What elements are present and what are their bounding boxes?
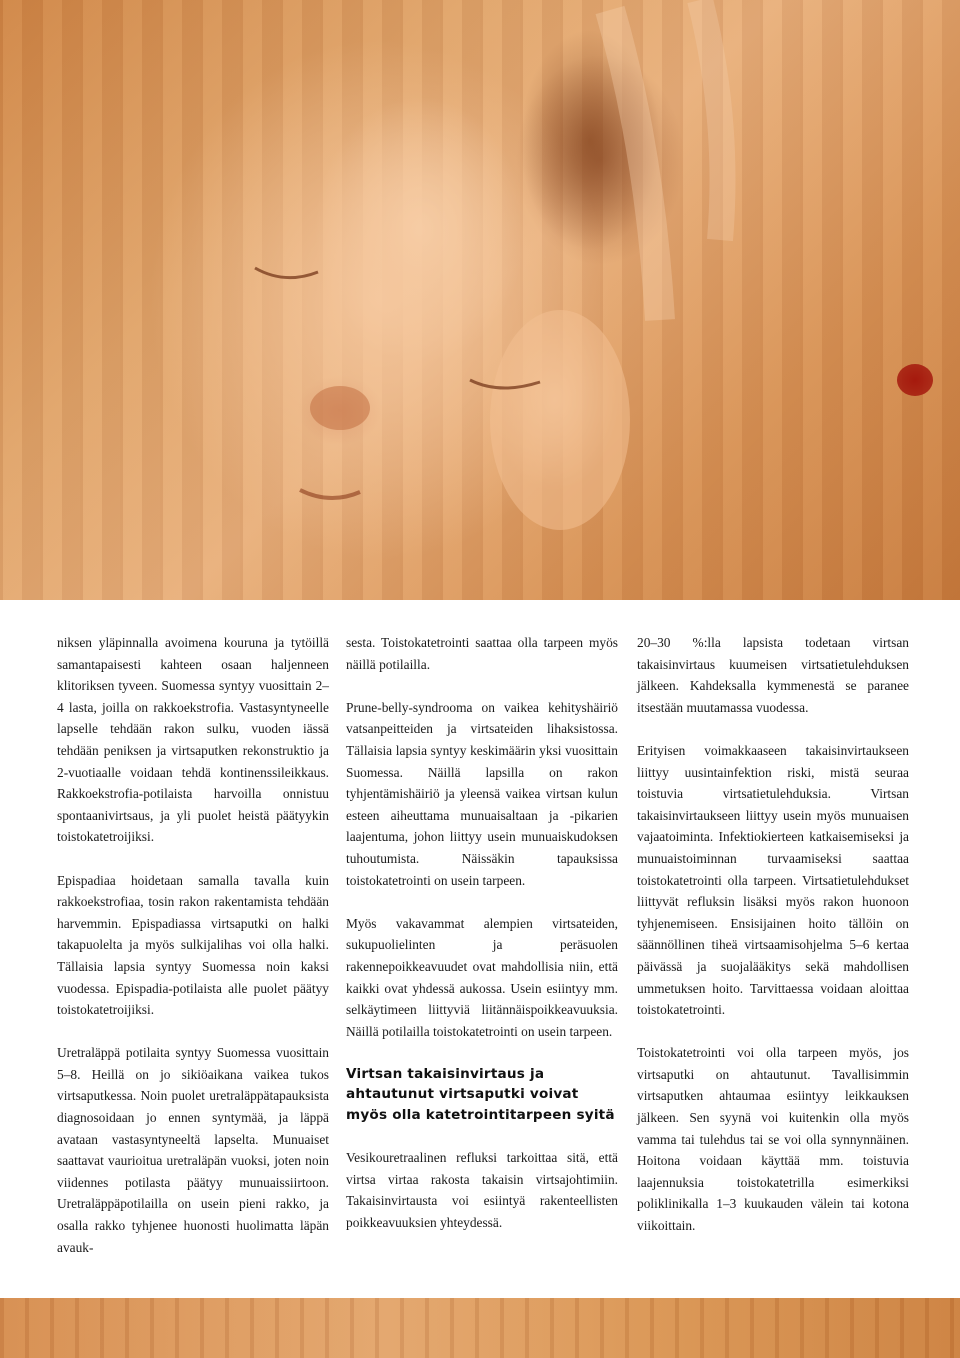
baby-face-illustration [0,0,960,600]
text-column-3 [637,632,909,1258]
section-heading: Virtsan takaisinvirtaus ja ahtautunut virtsaputki voivat myös olla katetrointitarpeen syitä [346,1065,615,1123]
paragraph: niksen yläpinnalla avoimena kouruna ja tytöillä samantapaisesti kahteen osaan haljenneen klitoriksen tyveen. Suomessa syntyy vuosittain 2–4 lasta, joilla on rakkoekstrofia. Vastasyntyneelle lapselle tehdään rakon sulku, vuoden iässä tehdään peniksen ja virtsaputken rekonstruktio ja 2-vuotiaalle voidaan tehdä kontinenssileikkaus. Rakkoekstrofia-potilaista harvoilla onnistuu spontaanivirtsaus, ja yli puolet heistä päätyykin toistokatetroijiksi. [57,635,329,845]
text-column-1 [57,632,329,1280]
paragraph: Uretraläppä potilaita syntyy Suomessa vuosittain 5–8. Heillä on jo sikiöaikana vaikea tukos virtsaputkessa. Noin puolet uretraläppätapauksista diagnosoidaan jo ennen syntymää, ja läppä avataan vastasyntyneeltä lapselta. Munuaiset saattavat vaurioitua uretraläpän vuoksi, joten noin viidennes potilasta päätyy munuaissiirtoon. Uretraläppäpotilailla on usein pieni rakko, ja osalla rakko tyhjenee huonosti huolimatta läpän avauk- [57,1045,329,1255]
paragraph: Toistokatetrointi voi olla tarpeen myös, jos virtsaputki on ahtautunut. Tavallisimmin virtsaputken ahtaumaa esiintyy leikkauksen jälkeen. Sen syynä voi kuitenkin olla myös vamma tai tulehdus tai se voi olla synnynnäinen. Hoitona voidaan käyttää mm. toistuvia laajennuksia toistokatetrilla esimerkiksi poliklinikalla 1–3 kuukauden välein tai kotona viikoittain. [637,1045,909,1234]
paragraph: Epispadiaa hoidetaan samalla tavalla kuin rakkoekstrofiaa, tosin rakon rakentamista tehdään harvemmin. Epispadiassa virtsaputki on halki takapuolelta ja myös sulkijalihas voi olla halki. Tällaisia lapsia syntyy Suomessa noin kaksi vuodessa. Epispadia-potilaista alle puolet päätyy toistokatetroijiksi. [57,872,329,1018]
paragraph: Vesikouretraalinen refluksi tarkoittaa sitä, että virtsa virtaa rakosta takaisin virtsajohtimiin. Takaisinvirtausta voi esiintyä rakenteellisten poikkeavuuksien yhteydessä. [346,1149,618,1230]
text-column-2 [346,632,618,1255]
hero-photo [0,0,960,600]
bottom-texture-strip [0,1298,960,1358]
paragraph: sesta. Toistokatetrointi saattaa olla tarpeen myös näillä potilailla. [346,635,618,672]
paragraph: Myös vakavammat alempien virtsateiden, sukupuolielinten ja peräsuolen rakennepoikkeavuudet ovat mahdollisia niin, että kaikki ovat yhdessä aukossa. Usein esiintyy mm. selkäytimeen liittyviä liitännäispoikkeavuuksia. Näillä potilailla toistokatetrointi on usein tarpeen. [346,915,618,1039]
paragraph: 20–30 %:lla lapsista todetaan virtsan takaisinvirtaus kuumeisen virtsatietulehduksen jälkeen. Kahdeksalla kymmenestä se paranee itsestään muutamassa vuodessa. [637,635,909,715]
paragraph: Prune-belly-syndrooma on vaikea kehityshäiriö vatsanpeitteiden ja virtsateiden lihaksistossa. Tällaisia lapsia syntyy keskimäärin yksi vuosittain Suomessa. Näillä lapsilla on rakon tyhjentämishäiriö ja yleensä vaikea virtsan kulun esteen aiheuttama munuaisaltaan ja -pikarien laajentuma, johon liittyy usein munuaiskudoksen tuhoutumista. Näissäkin tapauksissa toistokatetrointi on usein tarpeen. [346,699,618,888]
paragraph: Erityisen voimakkaaseen takaisinvirtaukseen liittyy uusintainfektion riski, mistä seuraa toistuvia virtsatietulehduksia. Virtsan takaisinvirtaukseen liittyy usein myös munuaisen vajaatoiminta. Infektiokierteen katkaisemiseksi ja munuaistoiminnan turvaamiseksi saattaa toistokatetrointi olla tarpeen. Virtsatietulehdukset liittyvät refluksin lisäksi myös rakon huonoon tyhjenemiseen. Ensisijainen hoito tällöin on säännöllinen tiheä virtsaamisohjelma 5–6 kertaa päivässä ja suojalääkitys sekä mahdollisen ummetuksen hoito. Tarvittaessa voidaan aloittaa toistokatetrointi. [637,742,909,1018]
